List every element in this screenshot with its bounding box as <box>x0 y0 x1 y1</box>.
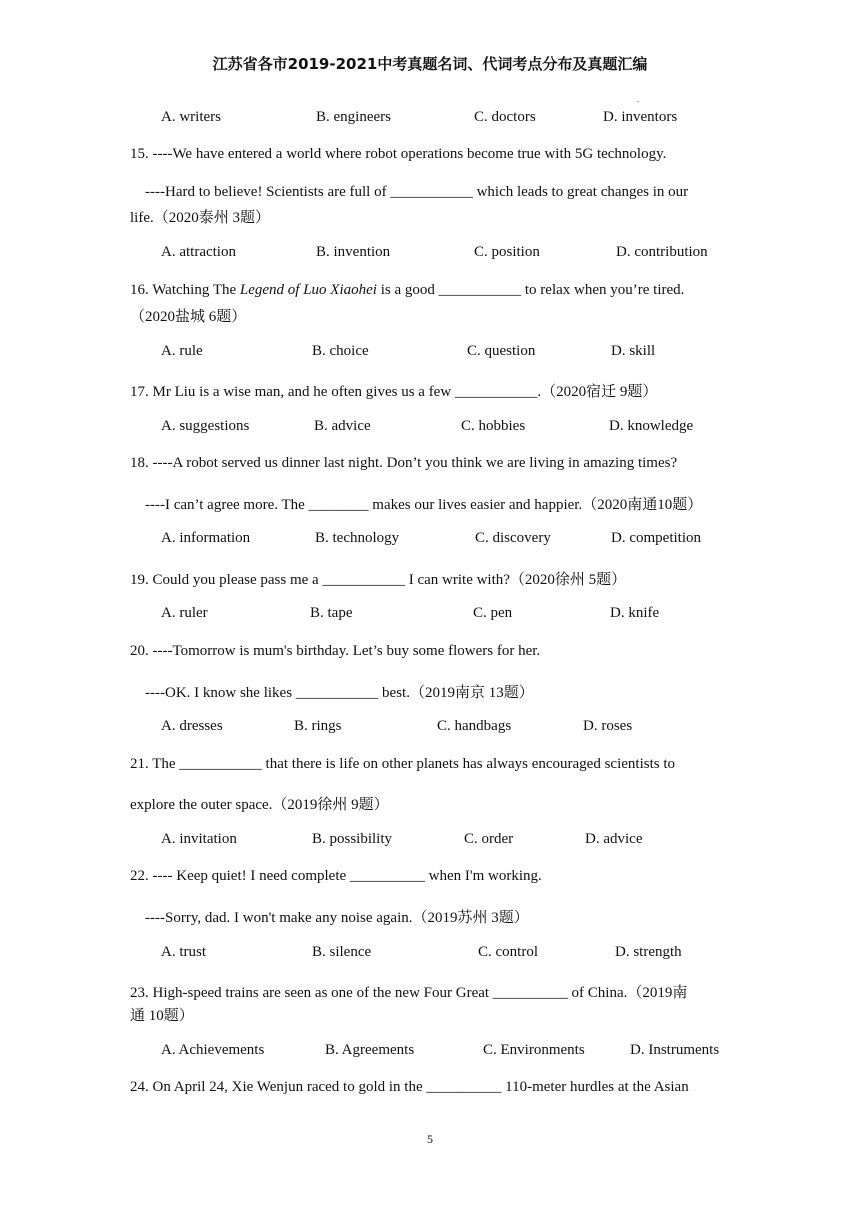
option-a: A. ruler <box>161 605 208 621</box>
question-text: 24. On April 24, Xie Wenjun raced to gold in the __________ 110-meter hurdles at the Asian <box>130 1079 689 1095</box>
option-d: D. contribution <box>616 244 708 260</box>
option-a: A. invitation <box>161 831 237 847</box>
question-source: life.（2020泰州 3题） <box>130 210 270 226</box>
option-c: C. hobbies <box>461 418 526 434</box>
question-source: （2020盐城 6题） <box>130 309 247 325</box>
question-text: 18. ----A robot served us dinner last night. Don’t you think we are living in amazing times? <box>130 455 678 471</box>
option-b: B. choice <box>312 343 369 359</box>
option-d: D. inventors <box>603 109 678 125</box>
option-b: B. engineers <box>316 109 391 125</box>
option-b: B. tape <box>310 605 353 621</box>
option-b: B. Agreements <box>325 1042 415 1058</box>
option-b: B. invention <box>316 244 391 260</box>
question-text: ----OK. I know she likes ___________ best.（2019南京 13题） <box>145 685 534 701</box>
option-b: B. silence <box>312 944 372 960</box>
movie-title: Legend of Luo Xiaohei <box>239 282 377 298</box>
option-a: A. suggestions <box>161 418 250 434</box>
question-text: explore the outer space.（2019徐州 9题） <box>130 797 389 813</box>
option-b: B. technology <box>315 530 400 546</box>
option-d: D. competition <box>611 530 701 546</box>
option-c: C. question <box>467 343 536 359</box>
option-a: A. information <box>161 530 251 546</box>
question-text: 21. The ___________ that there is life on other planets has always encouraged scientists to <box>130 756 676 772</box>
option-c: C. handbags <box>437 718 512 734</box>
question-text: ----Hard to believe! Scientists are full of ___________ which leads to great changes in our <box>145 184 689 200</box>
question-text: 23. High-speed trains are seen as one of the new Four Great __________ of China.（2019南 <box>130 985 688 1001</box>
option-c: C. position <box>474 244 540 260</box>
option-d: D. skill <box>611 343 656 359</box>
option-a: A. rule <box>161 343 203 359</box>
option-c: C. order <box>464 831 514 847</box>
option-c: C. doctors <box>474 109 536 125</box>
option-b: B. advice <box>314 418 371 434</box>
question-text: 20. ----Tomorrow is mum's birthday. Let’s buy some flowers for her. <box>130 643 541 659</box>
option-c: C. control <box>478 944 538 960</box>
question-text: ----I can’t agree more. The ________ makes our lives easier and happier.（2020南通10题） <box>145 497 703 513</box>
question-text: 17. Mr Liu is a wise man, and he often gives us a few ___________.（2020宿迁 9题） <box>130 384 658 400</box>
document-header: 江苏省各市2019-2021中考真题名词、代词考点分布及真题汇编 <box>212 55 648 73</box>
option-a: A. trust <box>161 944 206 960</box>
question-text: 15. ----We have entered a world where robot operations become true with 5G technology. <box>130 146 667 162</box>
option-c: C. pen <box>473 605 513 621</box>
option-a: A. dresses <box>161 718 223 734</box>
stray-dot: . <box>637 95 639 104</box>
question-text: 19. Could you please pass me a ___________ I can write with?（2020徐州 5题） <box>130 572 627 588</box>
option-d: D. advice <box>585 831 643 847</box>
option-c: C. discovery <box>475 530 551 546</box>
option-c: C. Environments <box>483 1042 585 1058</box>
question-text: ----Sorry, dad. I won't make any noise again.（2019苏州 3题） <box>145 910 529 926</box>
question-source: 通 10题） <box>130 1008 194 1024</box>
option-d: D. knife <box>610 605 660 621</box>
question-text: 16. Watching The Legend of Luo Xiaohei is a good ___________ to relax when you’re tired. <box>130 282 685 298</box>
option-b: B. possibility <box>312 831 393 847</box>
option-a: A. attraction <box>161 244 236 260</box>
option-d: D. Instruments <box>630 1042 720 1058</box>
option-d: D. strength <box>615 944 682 960</box>
question-text: 22. ---- Keep quiet! I need complete __________ when I'm working. <box>130 868 542 884</box>
option-d: D. roses <box>583 718 633 734</box>
option-a: A. writers <box>161 109 221 125</box>
option-b: B. rings <box>294 718 342 734</box>
option-d: D. knowledge <box>609 418 694 434</box>
page-number: 5 <box>427 1132 433 1146</box>
option-a: A. Achievements <box>161 1042 265 1058</box>
